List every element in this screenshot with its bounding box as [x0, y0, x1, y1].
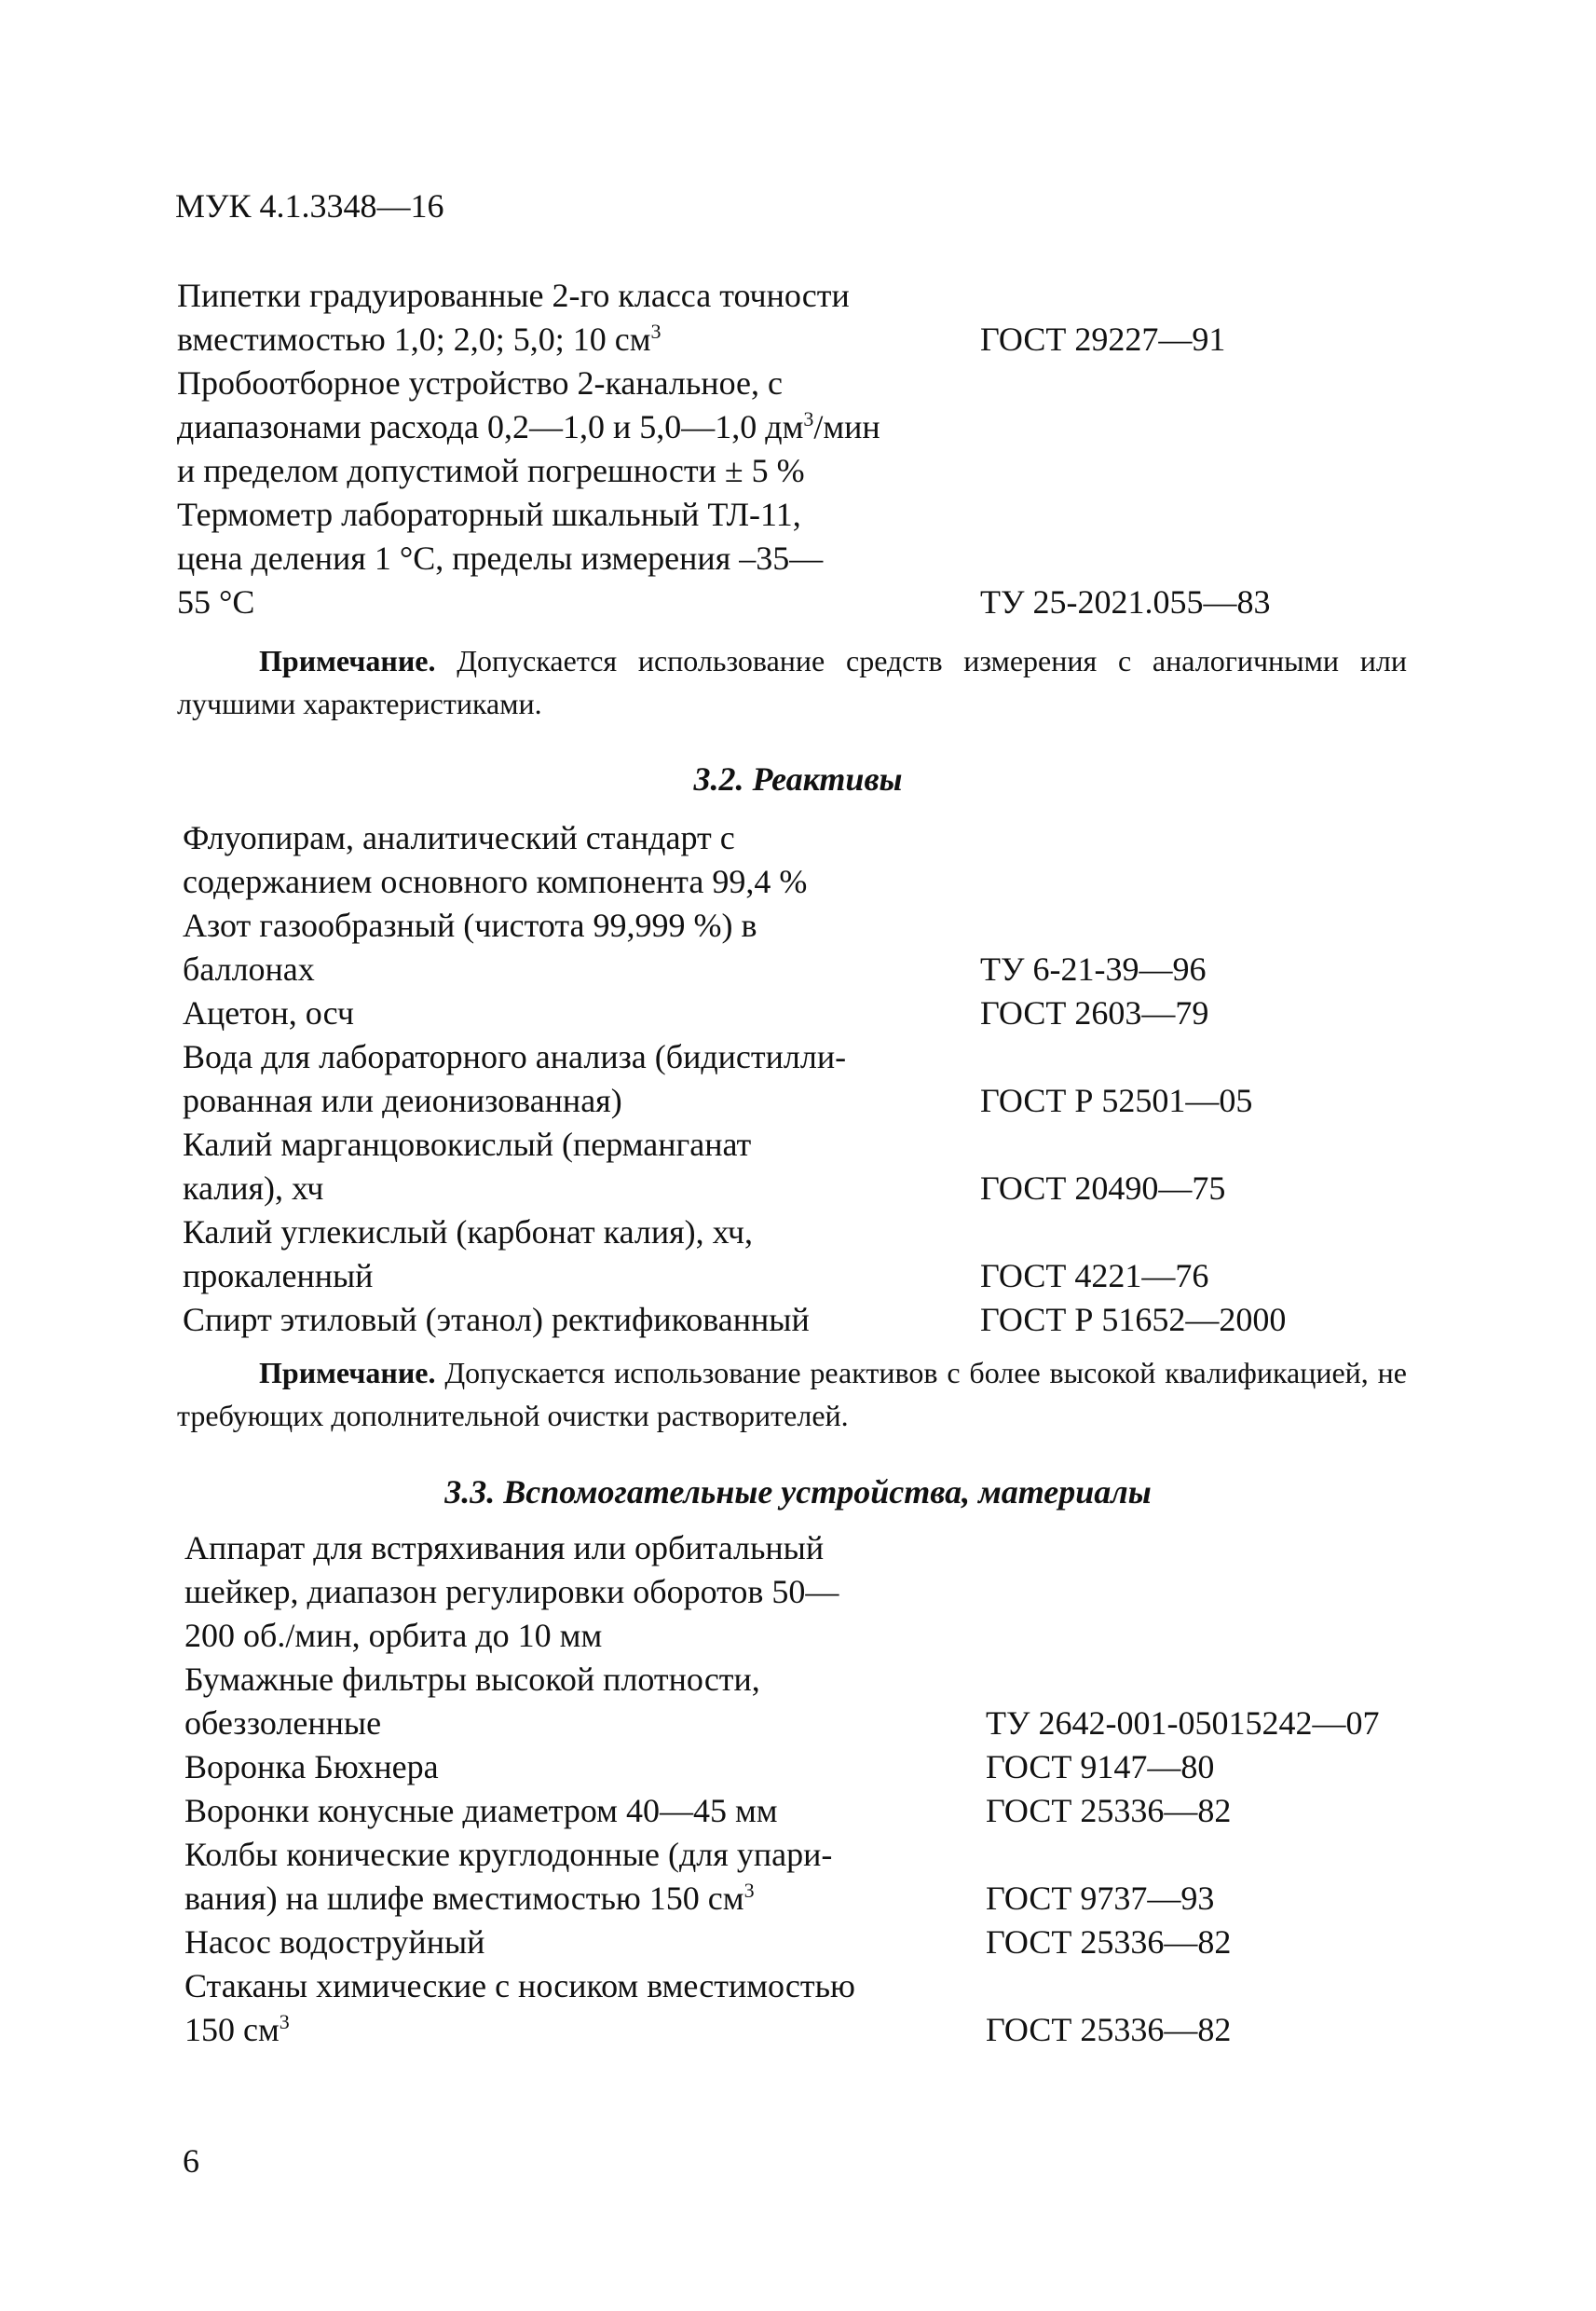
list-item	[183, 860, 1524, 904]
list-item	[177, 537, 1519, 581]
superscript: 3	[743, 1879, 755, 1902]
list-item	[177, 405, 1519, 449]
item-name: рованная или деионизованная)	[183, 1082, 622, 1119]
item-name: Ацетон, осч	[183, 994, 355, 1032]
item-standard: ГОСТ 9737—93	[986, 1880, 1215, 1917]
superscript: 3	[650, 320, 662, 343]
list-item	[184, 1614, 1526, 1658]
list-item	[177, 274, 1519, 318]
item-name: обеззоленные	[184, 1704, 382, 1742]
list-item	[183, 816, 1524, 860]
item-standard: ГОСТ Р 52501—05	[980, 1082, 1253, 1119]
list-item	[184, 2008, 1526, 2052]
list-item	[183, 948, 1524, 991]
list-item	[184, 1570, 1526, 1614]
list-item	[184, 1702, 1526, 1745]
list-item	[184, 1789, 1526, 1833]
superscript: 3	[279, 2010, 290, 2033]
item-name: Калий углекислый (карбонат калия), хч,	[183, 1213, 753, 1251]
note-label: Примечание.	[259, 644, 436, 677]
item-standard: ГОСТ Р 51652—2000	[980, 1301, 1287, 1338]
list-item	[183, 1298, 1524, 1342]
list-item	[184, 1526, 1526, 1570]
item-name: Вода для лабораторного анализа (бидистилли-	[183, 1038, 847, 1075]
note	[177, 1351, 1407, 1437]
list-item	[177, 581, 1519, 624]
document-code: МУК 4.1.3348—16	[175, 187, 444, 225]
list-item	[177, 449, 1519, 493]
item-standard: ГОСТ 4221—76	[980, 1257, 1209, 1294]
item-standard: ГОСТ 9147—80	[986, 1748, 1215, 1785]
item-name: Воронка Бюхнера	[184, 1748, 439, 1785]
item-standard: ГОСТ 2603—79	[980, 994, 1209, 1032]
item-name: 150 $см^3$	[184, 2010, 290, 2048]
page-number: 6	[183, 2142, 199, 2180]
item-name: баллонах	[183, 950, 315, 988]
item-standard: ТУ 2642-001-05015242—07	[986, 1704, 1380, 1742]
list-item	[184, 1877, 1526, 1921]
item-standard: ГОСТ 20490—75	[980, 1169, 1226, 1207]
item-name: вместимостью 1,0; 2,0; 5,0; 10 $см^3$	[177, 320, 662, 358]
list-item	[183, 991, 1524, 1035]
item-name: 200 об./мин, орбита до 10 мм	[184, 1617, 603, 1654]
item-name: Колбы конические круглодонные (для упари-	[184, 1836, 833, 1873]
item-name: 55 °С	[177, 583, 255, 621]
note-text: Допускается использование средств измерения с аналогичными или лучшими характеристиками.	[177, 644, 1407, 720]
list-item	[183, 1254, 1524, 1298]
item-name: Флуопирам, аналитический стандарт с	[183, 819, 735, 856]
item-name: Воронки конусные диаметром 40—45 мм	[184, 1792, 778, 1829]
list-item	[183, 1123, 1524, 1167]
item-name: Насос водоструйный	[184, 1923, 485, 1961]
item-name: и пределом допустимой погрешности ± 5 %	[177, 452, 805, 489]
item-standard: ГОСТ 25336—82	[986, 1923, 1232, 1961]
note	[177, 639, 1407, 725]
item-name: Стаканы химические с носиком вместимостью	[184, 1967, 855, 2004]
item-name: Пробоотборное устройство 2-канальное, с	[177, 364, 783, 402]
item-standard: ГОСТ 29227—91	[980, 321, 1226, 358]
superscript: 3	[803, 407, 814, 431]
list-item	[183, 1035, 1524, 1079]
item-name: Пипетки градуированные 2-го класса точности	[177, 277, 850, 314]
item-name: Бумажные фильтры высокой плотности,	[184, 1661, 760, 1698]
list-item	[184, 1833, 1526, 1877]
list-item	[184, 1745, 1526, 1789]
note-text: Допускается использование реактивов с более высокой квалификацией, не требующих дополнительной очистки растворителей.	[177, 1356, 1407, 1432]
item-name: Спирт этиловый (этанол) ректификованный	[183, 1301, 810, 1338]
item-name: цена деления 1 °С, пределы измерения –35—	[177, 540, 824, 577]
note-label: Примечание.	[259, 1356, 436, 1389]
item-name: диапазонами расхода 0,2—1,0 и 5,0—1,0 $дм^3$/мин	[177, 407, 880, 445]
list-item	[183, 1079, 1524, 1123]
list-item	[183, 904, 1524, 948]
list-item	[183, 1167, 1524, 1210]
item-name: Азот газообразный (чистота 99,999 %) в	[183, 907, 757, 944]
list-item	[183, 1210, 1524, 1254]
list-item	[184, 1964, 1526, 2008]
item-standard: ТУ 6-21-39—96	[980, 950, 1207, 988]
item-standard: ГОСТ 25336—82	[986, 2011, 1232, 2048]
list-item	[177, 318, 1519, 362]
list-item	[177, 362, 1519, 405]
section-title: 3.3. Вспомогательные устройства, материалы	[444, 1473, 1152, 1511]
list-item	[177, 493, 1519, 537]
item-name: содержанием основного компонента 99,4 %	[183, 863, 808, 900]
item-name: Калий марганцовокислый (перманганат	[183, 1126, 752, 1163]
item-name: Аппарат для встряхивания или орбитальный	[184, 1529, 825, 1566]
section-title: 3.2. Реактивы	[693, 760, 903, 798]
list-item	[184, 1921, 1526, 1964]
item-standard: ТУ 25-2021.055—83	[980, 583, 1271, 621]
item-name: прокаленный	[183, 1257, 374, 1294]
item-name: шейкер, диапазон регулировки оборотов 50—	[184, 1573, 839, 1610]
item-standard: ГОСТ 25336—82	[986, 1792, 1232, 1829]
item-name: калия), хч	[183, 1169, 324, 1207]
list-item	[184, 1658, 1526, 1702]
item-name: вания) на шлифе вместимостью 150 $см^3$	[184, 1879, 755, 1917]
item-name: Термометр лабораторный шкальный ТЛ-11,	[177, 496, 801, 533]
